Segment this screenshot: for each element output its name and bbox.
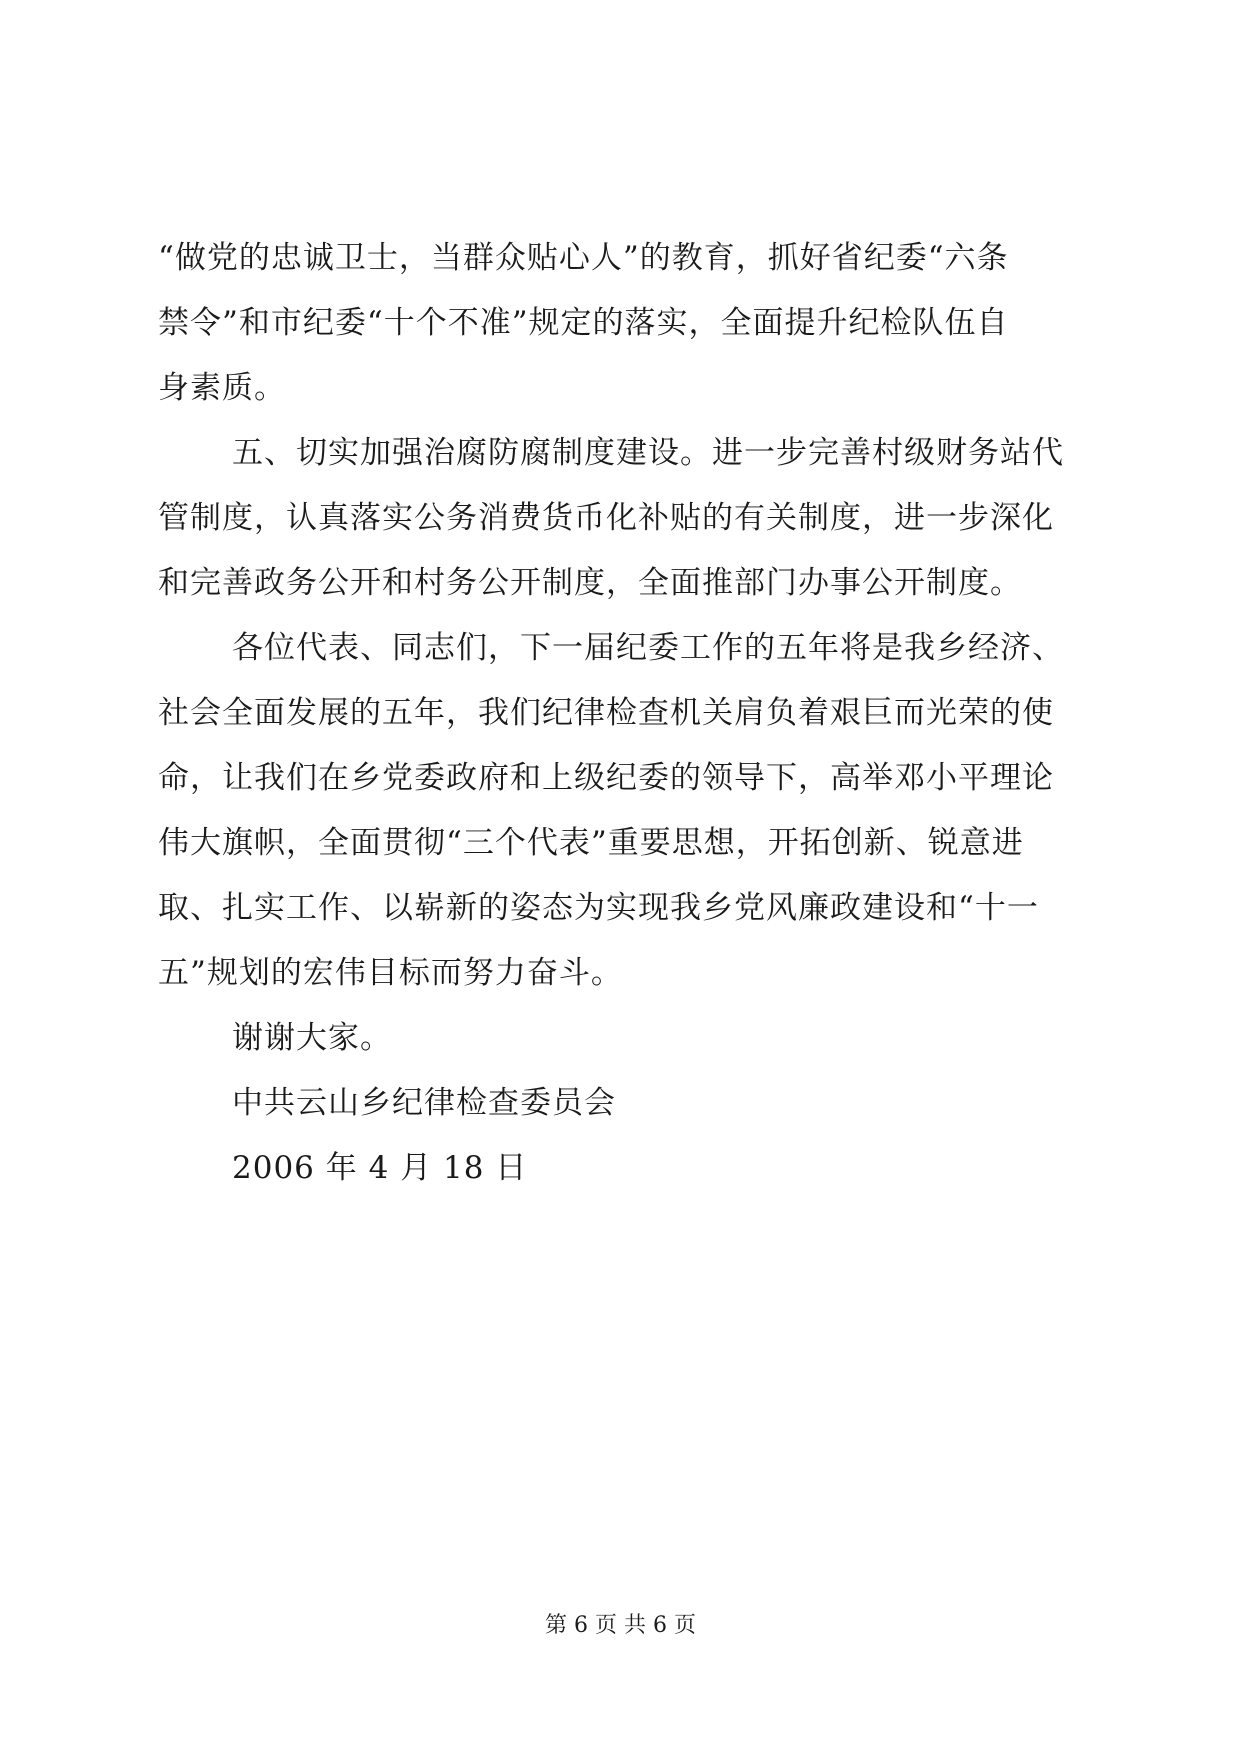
paragraph-line: 五”规划的宏伟目标而努力奋斗。	[158, 955, 623, 991]
signature-organization: 中共云山乡纪律检查委员会	[232, 1085, 616, 1121]
paragraph-line: 社会全面发展的五年，我们纪律检查机关肩负着艰巨而光荣的使	[158, 695, 1054, 731]
paragraph-line: 身素质。	[158, 370, 286, 406]
paragraph-line: 禁令”和市纪委“十个不准”规定的落实，全面提升纪检队伍自	[158, 305, 1009, 341]
paragraph-line: 各位代表、同志们，下一届纪委工作的五年将是我乡经济、	[232, 630, 1064, 666]
paragraph-line: 取、扎实工作、以崭新的姿态为实现我乡党风廉政建设和“十一	[158, 890, 1039, 926]
closing-thanks: 谢谢大家。	[232, 1020, 392, 1056]
paragraph-line: 管制度，认真落实公务消费货币化补贴的有关制度，进一步深化	[158, 500, 1054, 536]
paragraph-line: 和完善政务公开和村务公开制度，全面推部门办事公开制度。	[158, 565, 1022, 601]
signature-date: 2006 年 4 月 18 日	[232, 1150, 528, 1186]
paragraph-line: “做党的忠诚卫士，当群众贴心人”的教育，抓好省纪委“六条	[158, 240, 1009, 276]
page-footer: 第 6 页 共 6 页	[545, 1613, 696, 1638]
paragraph-line: 五、切实加强治腐防腐制度建设。进一步完善村级财务站代	[232, 435, 1064, 471]
paragraph-line: 伟大旗帜，全面贯彻“三个代表”重要思想，开拓创新、锐意进	[158, 825, 1024, 861]
paragraph-line: 命，让我们在乡党委政府和上级纪委的领导下，高举邓小平理论	[158, 760, 1054, 796]
